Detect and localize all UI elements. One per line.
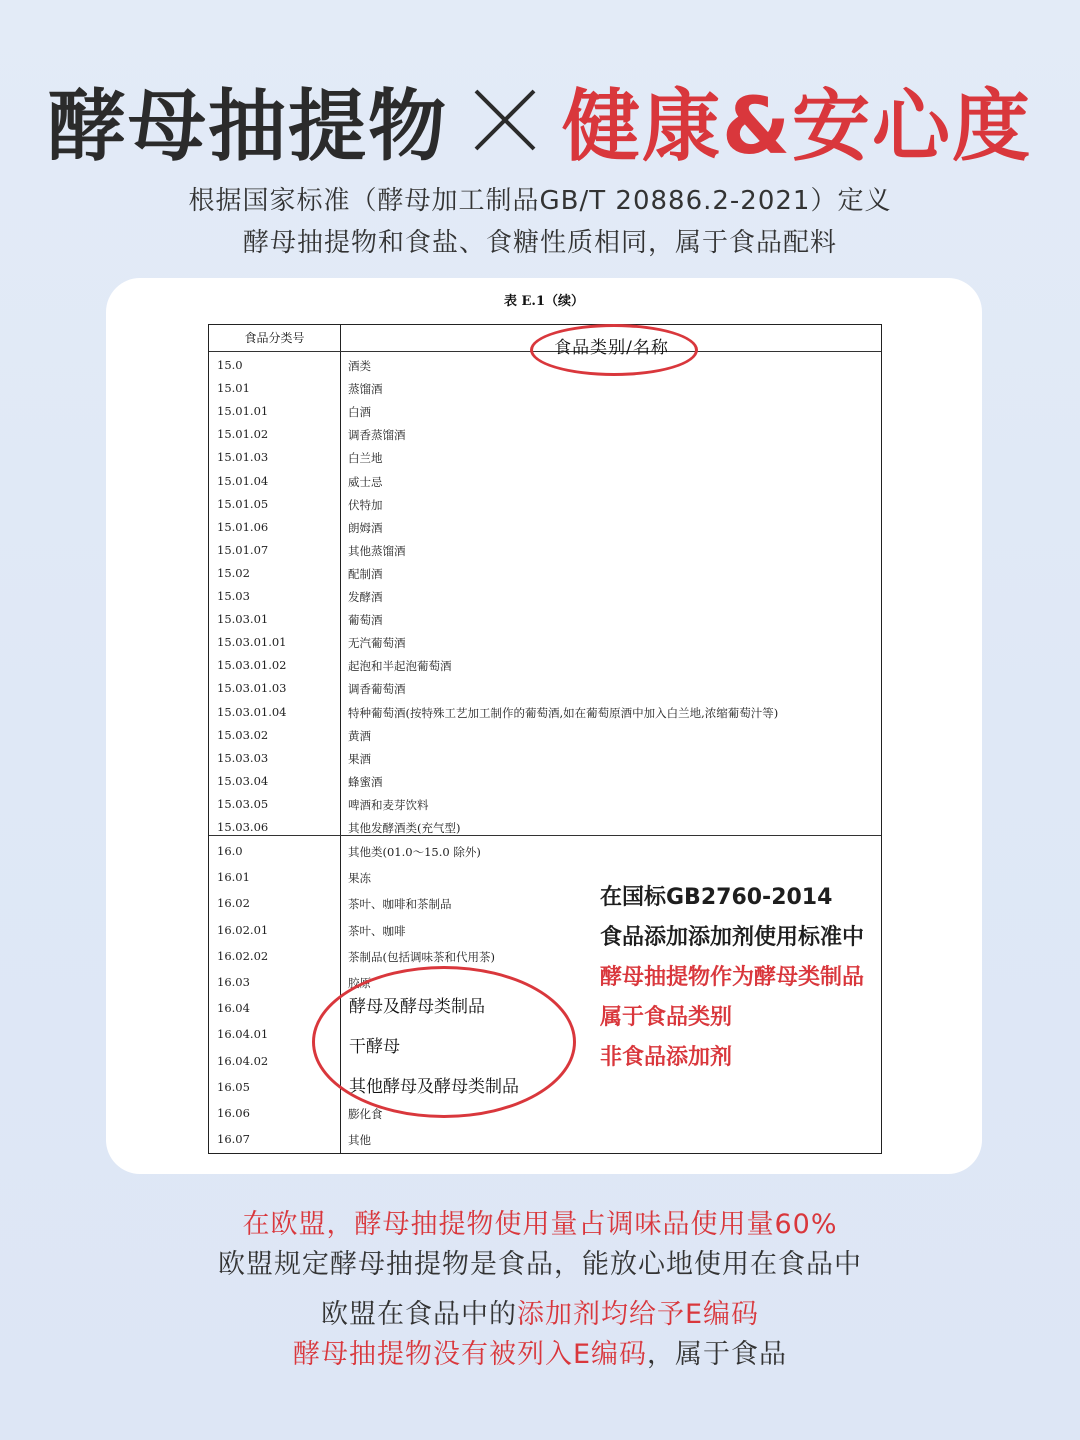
table-row bbox=[209, 998, 881, 1020]
row-name: 果酒 bbox=[348, 751, 371, 766]
row-code: 15.01.06 bbox=[217, 519, 269, 534]
not-listed-line bbox=[0, 1332, 1080, 1371]
row-name: 配制酒 bbox=[348, 566, 383, 581]
row-code: 16.04.02 bbox=[217, 1053, 269, 1068]
row-name: 果冻 bbox=[348, 871, 371, 886]
table-row bbox=[209, 586, 881, 608]
table-row bbox=[209, 494, 881, 516]
row-code: 16.02.01 bbox=[217, 922, 269, 937]
row-code: 15.03 bbox=[217, 589, 250, 603]
table-row bbox=[209, 540, 881, 562]
row-code: 15.03.04 bbox=[217, 773, 269, 788]
row-name: 茶叶、咖啡 bbox=[348, 923, 406, 938]
table-row bbox=[209, 678, 881, 700]
row-name: 啤酒和麦芽饮料 bbox=[348, 797, 429, 812]
table-row bbox=[209, 1024, 881, 1046]
note-line-5: 非食品添加剂 bbox=[600, 1045, 733, 1070]
table-row bbox=[209, 725, 881, 747]
table-row bbox=[209, 771, 881, 793]
row-code: 15.03.03 bbox=[217, 750, 269, 765]
highlight-item-other-yeast: 其他酵母及酵母类制品 bbox=[347, 1072, 521, 1097]
row-name: 白酒 bbox=[348, 405, 371, 420]
note-line-3: 酵母抽提物作为酵母类制品 bbox=[600, 965, 865, 990]
table-row bbox=[209, 794, 881, 816]
table-row bbox=[209, 748, 881, 770]
table-row bbox=[209, 1077, 881, 1099]
table-row bbox=[209, 563, 881, 585]
table-row bbox=[209, 655, 881, 677]
row-name: 白兰地 bbox=[348, 451, 383, 466]
row-name: 其他发酵酒类(充气型) bbox=[348, 821, 461, 835]
row-name: 调香蒸馏酒 bbox=[348, 428, 406, 443]
row-code: 16.04.01 bbox=[217, 1027, 269, 1042]
row-code: 15.01.03 bbox=[217, 450, 269, 465]
table-row bbox=[209, 471, 881, 493]
column-header-name: 食品类别/名称 bbox=[554, 338, 669, 358]
row-name: 朗姆酒 bbox=[348, 520, 383, 535]
e-number-line bbox=[0, 1292, 1080, 1331]
row-name: 蜂蜜酒 bbox=[348, 774, 383, 789]
row-code: 15.03.01 bbox=[217, 612, 269, 627]
row-code: 15.03.01.02 bbox=[217, 658, 287, 673]
row-name: 威士忌 bbox=[348, 474, 383, 489]
eu-rule-line: 欧盟规定酵母抽提物是食品，能放心地使用在食品中 bbox=[218, 1249, 862, 1280]
row-code: 15.03.06 bbox=[217, 820, 269, 834]
subtitle-line-1: 根据国家标准（酵母加工制品GB/T 20886.2-2021）定义 bbox=[188, 186, 892, 216]
row-code: 16.07 bbox=[217, 1132, 250, 1147]
row-name: 茶制品(包括调味茶和代用茶) bbox=[348, 949, 495, 964]
table-row bbox=[209, 817, 881, 839]
table-row bbox=[209, 1129, 881, 1151]
row-code: 16.02 bbox=[217, 896, 250, 911]
document-card bbox=[106, 278, 982, 1174]
times-icon bbox=[470, 85, 540, 155]
row-code: 15.01.04 bbox=[217, 473, 269, 488]
row-name: 其他 bbox=[348, 1133, 371, 1148]
row-code: 16.03 bbox=[217, 975, 250, 989]
not-listed-red: 酵母抽提物没有被列入E编码 bbox=[292, 1339, 648, 1370]
table-row bbox=[209, 609, 881, 631]
row-code: 15.03.01.04 bbox=[217, 704, 287, 719]
row-name: 膨化食 bbox=[348, 1107, 383, 1121]
row-name: 无汽葡萄酒 bbox=[348, 636, 406, 651]
row-code: 15.01.05 bbox=[217, 496, 269, 511]
table-row bbox=[209, 841, 881, 863]
row-name: 酒类 bbox=[348, 359, 371, 373]
table-row bbox=[209, 378, 881, 400]
table-row bbox=[209, 632, 881, 654]
food-category-table bbox=[208, 324, 882, 1154]
column-header-code: 食品分类号 bbox=[244, 331, 305, 345]
row-name: 其他类(01.0～15.0 除外) bbox=[348, 845, 481, 859]
table-row bbox=[209, 447, 881, 469]
row-code: 15.03.05 bbox=[217, 796, 269, 811]
row-code: 15.03.01.03 bbox=[217, 681, 287, 696]
table-row bbox=[209, 517, 881, 539]
row-code: 15.03.01.01 bbox=[217, 635, 287, 650]
row-code: 15.03.02 bbox=[217, 727, 269, 742]
headline-left: 酵母抽提物 bbox=[47, 82, 448, 172]
table-row bbox=[209, 1051, 881, 1073]
row-name: 其他蒸馏酒 bbox=[348, 543, 406, 558]
row-code: 16.02.02 bbox=[217, 948, 269, 963]
row-code: 16.06 bbox=[217, 1106, 250, 1120]
row-code: 15.01 bbox=[217, 381, 250, 396]
note-line-1: 在国标GB2760-2014 bbox=[600, 885, 833, 910]
headline-right: 健康&安心度 bbox=[561, 82, 1033, 172]
eu-usage-line: 在欧盟，酵母抽提物使用量占调味品使用量60% bbox=[242, 1209, 838, 1240]
headline bbox=[0, 70, 1080, 170]
row-name: 起泡和半起泡葡萄酒 bbox=[348, 659, 452, 674]
note-line-4: 属于食品类别 bbox=[600, 1005, 733, 1030]
row-code: 15.01.07 bbox=[217, 542, 269, 557]
subtitle-line-2: 酵母抽提物和食盐、食糖性质相同，属于食品配料 bbox=[242, 228, 837, 258]
table-caption: 表 E.1（续） bbox=[503, 294, 584, 309]
row-name: 蒸馏酒 bbox=[348, 382, 383, 397]
row-name: 胶原 bbox=[348, 976, 371, 990]
row-code: 15.02 bbox=[217, 565, 250, 580]
note-line-2: 食品添加添加剂使用标准中 bbox=[600, 925, 865, 950]
table-row bbox=[209, 401, 881, 423]
e-number-plain: 欧盟在食品中的 bbox=[320, 1299, 517, 1330]
highlight-item-yeast-products: 酵母及酵母类制品 bbox=[347, 992, 487, 1017]
row-name: 茶叶、咖啡和茶制品 bbox=[348, 897, 452, 912]
row-code: 16.01 bbox=[217, 870, 250, 885]
row-name: 伏特加 bbox=[348, 497, 383, 512]
table-row bbox=[209, 355, 881, 377]
row-code: 15.0 bbox=[217, 358, 243, 372]
not-listed-plain: ，属于食品 bbox=[647, 1339, 788, 1370]
row-name: 调香葡萄酒 bbox=[348, 682, 406, 697]
row-name: 发酵酒 bbox=[348, 590, 383, 604]
table-row bbox=[209, 424, 881, 446]
row-code: 15.01.02 bbox=[217, 427, 269, 442]
table-row bbox=[209, 702, 881, 724]
row-name: 黄酒 bbox=[348, 728, 371, 743]
row-code: 15.01.01 bbox=[217, 404, 269, 419]
e-number-red: 添加剂均给予E编码 bbox=[516, 1299, 760, 1330]
row-name: 葡萄酒 bbox=[348, 613, 383, 628]
table-row bbox=[209, 1103, 881, 1125]
highlight-item-dry-yeast: 干酵母 bbox=[347, 1032, 402, 1057]
row-name: 特种葡萄酒(按特殊工艺加工制作的葡萄酒,如在葡萄原酒中加入白兰地,浓缩葡萄汁等) bbox=[348, 705, 779, 720]
row-code: 16.05 bbox=[217, 1079, 250, 1094]
row-code: 16.04 bbox=[217, 1001, 250, 1016]
row-code: 16.0 bbox=[217, 844, 243, 858]
